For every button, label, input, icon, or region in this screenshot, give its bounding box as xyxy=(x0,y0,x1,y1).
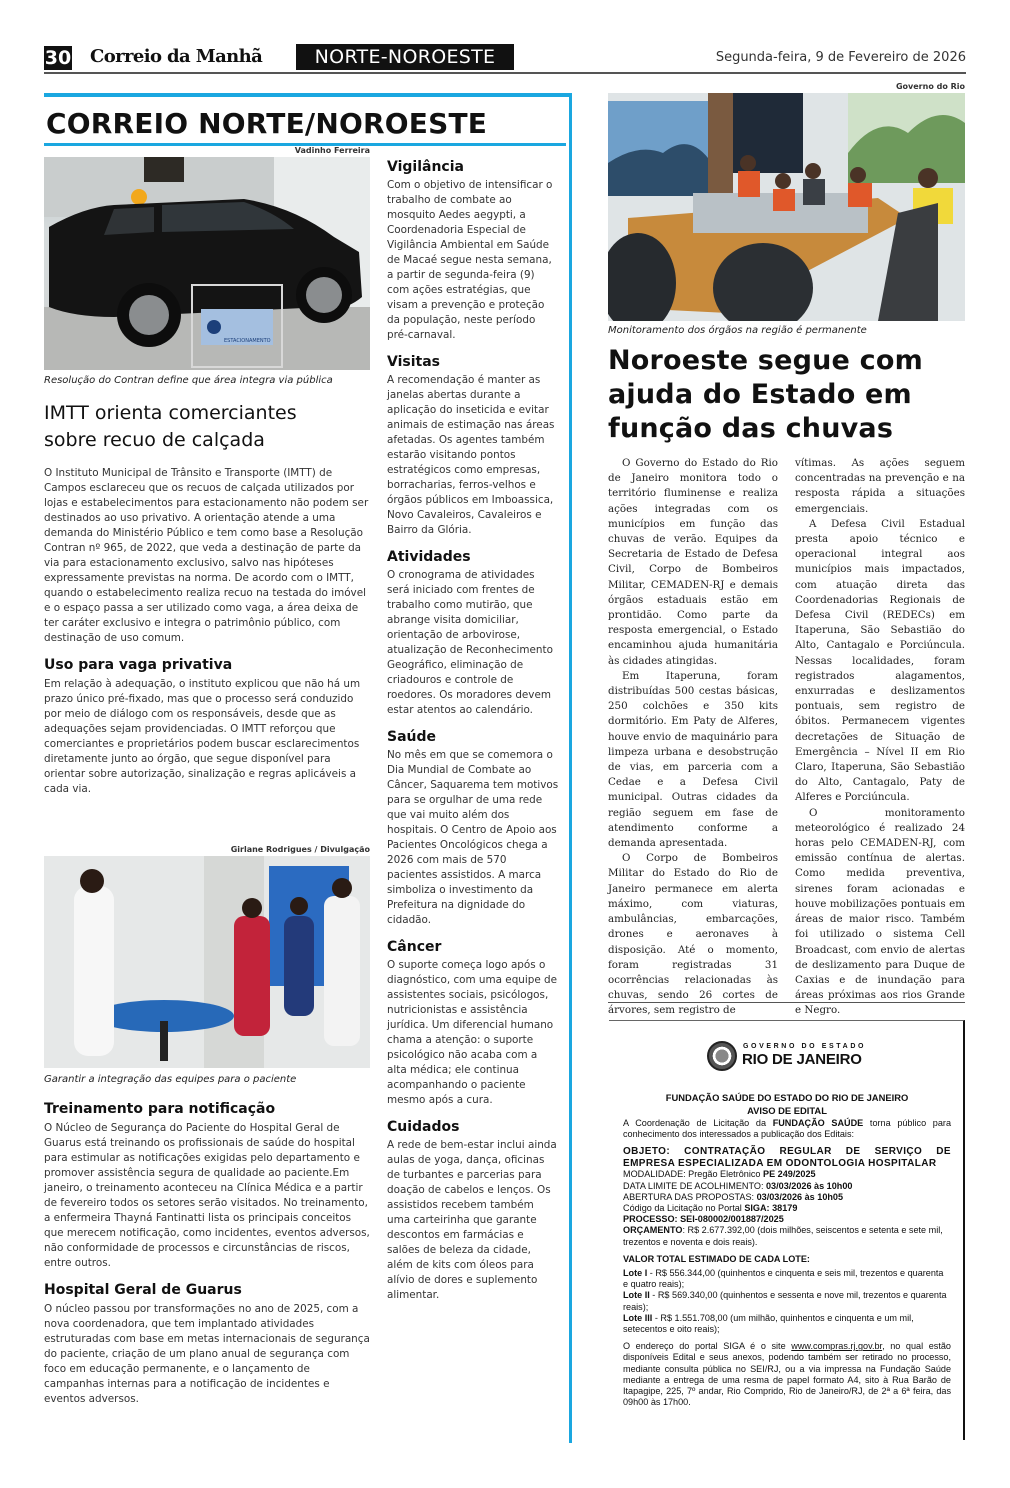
closing-text: O endereço do portal SIGA é o site xyxy=(623,1341,792,1352)
lote-item xyxy=(623,1268,951,1290)
logo-small-text: GOVERNO DO ESTADO xyxy=(743,1043,867,1050)
notice-intro xyxy=(623,1118,951,1140)
brief-body: O cronograma de atividades será iniciado com frentes de trabalho como mutirão, que abrange visita domiciliar, orientação de arbovirose, atualização de Reconhecimento Geográfico, eliminação de criadouros e controle de roedores. Os moradores devem estar atentos ao calendário. xyxy=(387,569,553,716)
notice-body xyxy=(623,1091,951,1408)
newspaper-masthead: Correio da Manhã xyxy=(90,46,263,67)
logo-big-text: RIO DE JANEIRO xyxy=(742,1051,862,1068)
field-label: DATA LIMITE DE ACOLHIMENTO: xyxy=(623,1180,766,1191)
article-paragraph: A Defesa Civil Estadual presta apoio técnico e operacional integral aos municípios mais impactados, com atuação direta das Coordenadorias Regionais de Defesa Civil (REDECs) em Itaperuna, São Sebastião do Alto, Cantagalo e Porciúncula. Nessas localidades, foram registrados alagamentos, enxurradas e deslizamentos pontuais, sem registro de óbitos. Permanecem vigentes decretações de Situação de Emergência – Nível II em Rio Claro, Itaperuna, São Sebastião do Alto, Cantagalo, Paty de Alferes e Porciúncula. xyxy=(795,517,965,804)
article-paragraph: O Corpo de Bombeiros Militar do Estado do Rio de Janeiro permanece em alerta máximo, com viaturas, ambulâncias, embarcações, drones e aeronaves à disposição. Até o momento, foram registradas 31 ocorrências relacionadas às chuvas, sendo 26 cortes de árvores, sem registro de xyxy=(608,852,778,1017)
lote-item xyxy=(623,1313,951,1335)
article-body: O núcleo passou por transformações no ano de 2025, com a nova coordenadora, que tem implantado atividades estruturadas com base em metas internacionais de segurança do paciente, criação de um plano anual de segurança com foco em educação permanente, e o lançamento de campanhas internas para a notificação de incidentes e eventos adversos. xyxy=(44,1303,370,1405)
brief-title: Visitas xyxy=(387,354,440,370)
brief-body: No mês em que se comemora o Dia Mundial de Combate ao Câncer, Saquarema tem motivos para se orgulhar de uma rede que vai muito além dos hospitais. O Centro de Apoio aos Pacientes Oncológicos chega a 2026 com mais de 570 pacientes assistidos. A marca simboliza o investimento da Prefeitura na dignidade do cidadão. xyxy=(387,749,559,926)
brief-vigilancia xyxy=(387,158,559,343)
lote-text: - R$ 1.551.708,00 (um milhão, quinhentos e cinquenta e um mil, setecentos e oito reais); xyxy=(623,1312,914,1335)
field-label: Código da Licitação no Portal xyxy=(623,1203,745,1214)
portal-link[interactable]: www.compras.rj.gov.br xyxy=(791,1341,883,1352)
brief-cuidados xyxy=(387,1118,559,1303)
nurses-illustration-icon xyxy=(44,856,370,1068)
notice-processo: PROCESSO: SEI-080002/001887/2025 xyxy=(623,1214,784,1225)
brief-body: Com o objetivo de intensificar o trabalho de combate ao mosquito Aedes aegypti, a Coordenadoria Especial de Vigilância Ambiental em Saúde de Macaé segue nesta semana, a partir de segunda-feira (9) com ações estratégias, que visam a prevenção e proteção da população, neste período pré-carnaval. xyxy=(387,179,553,341)
photo-credit: Vadinho Ferreira xyxy=(294,146,370,155)
legal-notice-box xyxy=(609,1020,965,1440)
field-label: MODALIDADE: Pregão Eletrônico xyxy=(623,1169,763,1180)
briefs-column xyxy=(387,158,559,1303)
field-label: ABERTURA DAS PROPOSTAS: xyxy=(623,1191,757,1202)
brief-body: O suporte começa logo após o diagnóstico, com uma equipe de assistentes sociais, psicólogos, nutricionistas e assistência jurídica. Um diferencial humano chama a atenção: o suporte psicológico não acaba com a alta médica; ele continua acompanhando o paciente mesmo após a cura. xyxy=(387,959,558,1106)
brief-title: Câncer xyxy=(387,939,442,955)
photo-caption: Resolução do Contran define que área integra via pública xyxy=(44,375,333,386)
notice-closing xyxy=(623,1341,951,1408)
notice-limite xyxy=(623,1181,951,1192)
article-paragraph: vítimas. As ações seguem concentradas na prevenção e na resposta rápida a situações emergenciais. xyxy=(795,457,965,515)
brief-cancer xyxy=(387,938,559,1108)
lote-label: Lote III xyxy=(623,1312,653,1323)
parking-sign-text: ESTACIONAMENTO xyxy=(224,338,271,344)
field-value: SIGA: 38179 xyxy=(744,1203,798,1214)
notice-modalidade xyxy=(623,1169,951,1180)
article-subhead: Treinamento para notificação xyxy=(44,1101,276,1117)
field-value: PE 249/2025 xyxy=(763,1169,816,1180)
meeting-illustration-icon xyxy=(608,93,965,321)
notice-objeto: OBJETO: CONTRATAÇÃO REGULAR DE SERVIÇO DE EMPRESA ESPECIALIZADA EM ODONTOLOGIA HOSPITALAR xyxy=(623,1146,951,1169)
publication-date: Segunda-feira, 9 de Fevereiro de 2026 xyxy=(715,50,966,65)
brief-atividades xyxy=(387,548,559,718)
notice-codigo xyxy=(623,1203,951,1214)
photo-caption: Monitoramento dos órgãos na região é permanente xyxy=(608,325,867,336)
field-value: 03/03/2026 às 10h05 xyxy=(756,1191,844,1202)
brief-body: A rede de bem-estar inclui ainda aulas de yoga, dança, oficinas de turbantes e parcerias para doação de cabelos e lenços. Os assistidos recebem também uma carteirinha que garante descontos em farmácias e salões de beleza da cidade, além de kits com óleos para alívio de dores e suplemento alimentar. xyxy=(387,1139,557,1301)
lote-item xyxy=(623,1290,951,1312)
page-header xyxy=(44,44,966,74)
state-seal-icon xyxy=(707,1041,737,1071)
article-body: O Instituto Municipal de Trânsito e Transporte (IMTT) de Campos esclareceu que os recuos de calçada utilizados por lojas e estabelecimentos para estacionamento não podem ser destinados ao uso privativo. A orientação atende a uma demanda do Ministério Público e tem como base a Resolução Contran nº 965, de 2022, que veda a destinação de parte da via para estacionamento exclusivo, salvo nas hipóteses expressamente previstas na norma. De acordo com o IMTT, quando o estabelecimento realiza recuo na testada do imóvel e o espaço passa a ser utilizado como vaga, a área deixa de ter caráter exclusivo e integra o patrimônio público, com destinação de uso comum. xyxy=(44,467,369,644)
brief-title: Saúde xyxy=(387,729,437,745)
car-illustration-icon xyxy=(44,157,370,370)
photo-caption: Garantir a integração das equipes para o paciente xyxy=(44,1074,297,1085)
article-column-1 xyxy=(608,456,778,1019)
field-label: ORÇAMENTO xyxy=(623,1225,683,1236)
closing-text: , no qual estão disponíveis Edital e seus anexos, podendo também ser retirado no processo, mediante consulta pública no SEI/RJ, ou a via impressa na Fundação Saúde mediante a entrega de uma resma de papel formato A4, sito à Rua Barão de Itapagipe, 225, 7º andar, Rio Comprido, Rio de Janeiro/RJ, de 2ª a 6ª feira, das 09h00 às 17h00. xyxy=(623,1341,951,1408)
intro-bold: FUNDAÇÃO SAÚDE xyxy=(772,1118,864,1128)
lote-label: Lote I xyxy=(623,1268,648,1279)
hospital-article xyxy=(44,1100,370,1407)
brief-title: Vigilância xyxy=(387,159,464,175)
car-photo xyxy=(44,157,370,370)
divider xyxy=(608,1002,965,1003)
lote-text: - R$ 556.344,00 (quinhentos e cinquenta e seis mil, trezentos e quarenta e quatro reais); xyxy=(623,1268,944,1290)
article-subhead: Hospital Geral de Guarus xyxy=(44,1282,242,1298)
intro-text: A Coordenação de Licitação da xyxy=(623,1118,773,1128)
meeting-photo xyxy=(608,93,965,321)
article-paragraph: O monitoramento meteorológico é realizado 24 horas pelo CEMADEN-RJ, com emissão contínua de alertas. Como medida preventiva, sirenes foram acionadas e houve mobilizações pontuais em áreas de maior risco. Também foi utilizado o sistema Cell Broadcast, com envio de alertas de deslizamento para Duque de Caxias e de inundação para áreas próximas aos rios Grande e Negro. xyxy=(795,806,965,1017)
notice-org: FUNDAÇÃO SAÚDE DO ESTADO DO RIO DE JANEIRO xyxy=(665,1092,909,1103)
article-body: Em relação à adequação, o instituto explicou que não há um prazo único pré-fixado, mas que o processo será conduzido por meio de diálogo com os responsáveis, desde que as adequações sejam providenciadas. O IMTT reforçou que comerciantes e proprietários podem buscar esclarecimentos diretamente junto ao órgão, que segue disponível para orientar sobre autorização, sinalização e regras aplicáveis a cada via. xyxy=(44,678,361,795)
brief-title: Cuidados xyxy=(387,1119,460,1135)
nurses-photo xyxy=(44,856,370,1068)
article-paragraph: Em Itaperuna, foram distribuídas 500 cestas básicas, 250 colchões e 350 kits dormitório. Em Paty de Alferes, houve envio de maquinário para limpeza urbana e desobstrução de vias, em parceria com a Cedae e a Defesa Civil municipal. Outras cidades da região seguem em fase de atendimento conforme a demanda apresentada. xyxy=(608,669,778,850)
photo-credit: Girlane Rodrigues / Divulgação xyxy=(230,845,370,854)
article-body: O Núcleo de Segurança do Paciente do Hospital Geral de Guarus está treinando os profissionais de saúde do hospital para estimular as notificações exigidas pelo departamento e promover assistência segura de qualidade ao paciente.Em janeiro, o treinamento aconteceu na Clínica Médica e a partir de fevereiro todos os setores serão visitados. No treinamento, a enfermeira Thayná Fantinatti lista os principais conceitos que merecem notificação, como incidentes, eventos adversos, não conformidade de processos e circunstâncias de riscos, entre outros. xyxy=(44,1122,370,1269)
notice-abertura xyxy=(623,1192,951,1203)
brief-visitas xyxy=(387,353,559,538)
lote-text: - R$ 569.340,00 (quinhentos e sessenta e nove mil, trezentos e quarenta reais); xyxy=(623,1290,947,1312)
imtt-article xyxy=(44,400,370,797)
intro-text: torna público para conhecimento dos interessados a publicação dos Editais: xyxy=(623,1118,952,1140)
government-logo xyxy=(707,1041,877,1075)
article-headline: Noroeste segue com ajuda do Estado em função das chuvas xyxy=(608,345,923,444)
article-paragraph: O Governo do Estado do Rio de Janeiro monitora todo o território fluminense e realiza ações integradas com os municípios em função das chuvas de verão. Equipes da Secretaria de Estado de Defesa Civil, Corpo de Bombeiros Militar, CEMADEN-RJ e demais órgãos estaduais estão em prontidão. Como parte da resposta emergencial, o Estado encaminhou ajuda humanitária às cidades atingidas. xyxy=(608,457,778,667)
field-value: 03/03/2026 às 10h00 xyxy=(766,1180,853,1191)
photo-credit: Governo do Rio xyxy=(895,82,965,91)
brief-saude xyxy=(387,728,559,928)
brief-body: A recomendação é manter as janelas abertas durante a aplicação do inseticida e evitar animais de estimação nas áreas afetadas. Os agentes também estarão visitando pontos estratégicos como empresas, borracharias, ferros-velhos e órgãos públicos em Imboassica, Novo Cavaleiros, Cavaleiros e Bairro da Glória. xyxy=(387,374,555,536)
section-title: CORREIO NORTE/NOROESTE xyxy=(46,107,488,140)
article-column-2 xyxy=(795,456,965,1019)
brief-title: Atividades xyxy=(387,549,471,565)
page-number: 30 xyxy=(44,47,72,69)
notice-title: AVISO DE EDITAL xyxy=(747,1105,827,1116)
article-subhead: Uso para vaga privativa xyxy=(44,657,233,673)
article-headline: IMTT orienta comerciantes sobre recuo de calçada xyxy=(44,402,297,451)
field-value: : R$ 2.677.392,00 (dois milhões, seiscentos e setenta e sete mil, trezentos e noventa e dois reais). xyxy=(623,1225,943,1247)
notice-valor-title: VALOR TOTAL ESTIMADO DE CADA LOTE: xyxy=(623,1253,810,1264)
notice-orcamento xyxy=(623,1225,951,1247)
lote-label: Lote II xyxy=(623,1290,650,1301)
section-tag: NORTE-NOROESTE xyxy=(296,44,514,70)
